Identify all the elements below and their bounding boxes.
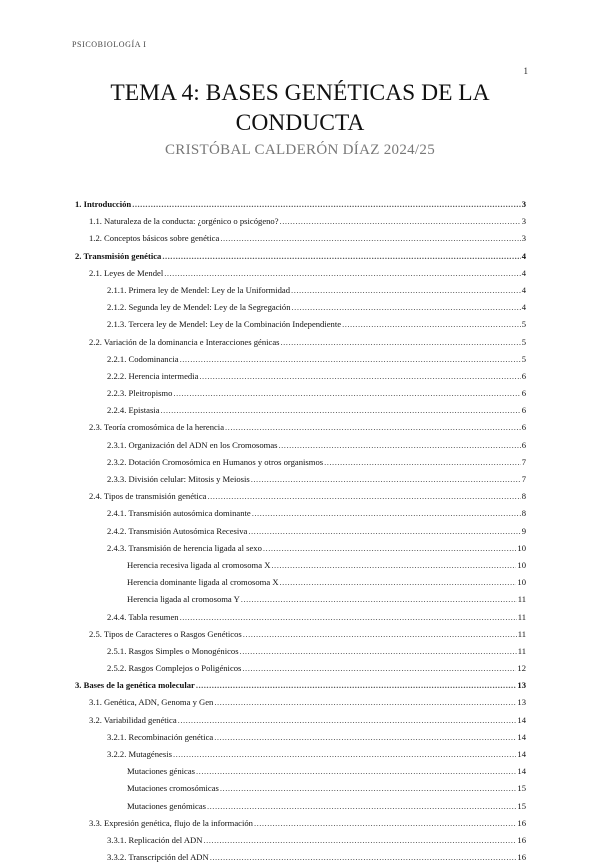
toc-leader-dots [161, 402, 521, 419]
toc-entry[interactable] [75, 419, 526, 436]
title-line-1: TEMA 4: BASES GENÉTICAS DE LA [110, 80, 490, 106]
toc-leader-dots [252, 505, 521, 522]
toc-entry[interactable] [75, 471, 526, 488]
toc-entry[interactable] [75, 368, 526, 385]
toc-entry-page: 10 [517, 542, 526, 553]
toc-entry[interactable] [75, 643, 526, 660]
toc-entry-page: 5 [521, 353, 526, 364]
toc-entry-label: 2.3.3. División celular: Mitosis y Meiosis [107, 474, 250, 484]
toc-entry[interactable] [75, 282, 526, 299]
toc-entry-page: 15 [517, 783, 526, 794]
toc-leader-dots [280, 574, 517, 591]
toc-leader-dots [199, 368, 520, 385]
toc-entry[interactable] [75, 351, 526, 368]
toc-leader-dots [180, 609, 517, 626]
toc-leader-dots [164, 265, 520, 282]
toc-entry-page: 7 [521, 474, 526, 484]
toc-leader-dots [342, 316, 521, 333]
toc-entry-label: 2.3. Teoría cromosómica de la herencia [89, 422, 225, 433]
toc-entry-page: 5 [521, 336, 526, 347]
toc-entry-label: Herencia dominante ligada al cromosoma X [127, 577, 279, 588]
toc-entry-label: 2. Transmisión genética [75, 250, 162, 261]
toc-entry-label: 2.2. Variación de la dominancia e Interacciones génicas [89, 336, 280, 347]
toc-entry-page: 16 [517, 817, 526, 828]
toc-entry-label: 2.4.4. Tabla resumen [107, 611, 179, 622]
toc-entry-label: Herencia recesiva ligada al cromosoma X [127, 559, 271, 570]
toc-entry-label: 2.1. Leyes de Mendel [89, 267, 164, 278]
page-number: 1 [523, 66, 528, 76]
toc-leader-dots [132, 196, 521, 213]
toc-entry-label: 2.5.1. Rasgos Simples o Monogénicos [107, 645, 239, 656]
toc-entry[interactable] [75, 196, 526, 213]
toc-leader-dots [241, 591, 517, 608]
toc-entry-label: 2.2.3. Pleitropismo [107, 388, 173, 399]
toc-entry-label: 3.2. Variabilidad genética [89, 714, 177, 725]
toc-leader-dots [324, 454, 521, 471]
toc-entry[interactable] [75, 437, 526, 454]
toc-entry[interactable] [75, 213, 526, 230]
toc-entry[interactable] [75, 265, 526, 282]
toc-entry-page: 7 [521, 456, 526, 467]
toc-entry[interactable] [75, 488, 526, 505]
toc-entry[interactable] [75, 505, 526, 522]
toc-entry-page: 10 [517, 559, 526, 570]
toc-entry-label: 2.4. Tipos de transmisión genética [89, 491, 207, 502]
toc-leader-dots [173, 746, 516, 763]
toc-entry-label: 2.3.2. Dotación Cromosómica en Humanos y otros organismos [107, 456, 324, 467]
toc-entry-page: 6 [521, 422, 526, 433]
toc-entry-page: 6 [521, 388, 526, 399]
toc-entry-label: Herencia ligada al cromosoma Y [127, 594, 240, 605]
toc-entry-page: 14 [517, 731, 526, 742]
toc-entry-page: 11 [517, 611, 526, 622]
toc-entry[interactable] [75, 402, 526, 419]
toc-entry-page: 15 [517, 800, 526, 811]
toc-entry[interactable] [75, 591, 526, 608]
toc-entry[interactable] [75, 540, 526, 557]
table-of-contents [75, 196, 526, 866]
toc-leader-dots [243, 626, 517, 643]
toc-entry-page: 6 [521, 439, 526, 450]
toc-leader-dots [271, 557, 516, 574]
toc-leader-dots [220, 780, 517, 797]
toc-entry-label: 2.3.1. Organización del ADN en los Cromosomas [107, 439, 278, 450]
toc-entry-label: 3.2.1. Recombinación genética [107, 731, 214, 742]
toc-leader-dots [280, 213, 521, 230]
toc-leader-dots [207, 798, 516, 815]
toc-entry[interactable] [75, 712, 526, 729]
toc-entry-label: 2.2.1. Codominancia [107, 353, 179, 364]
toc-entry-label: 2.2.4. Epistasia [107, 405, 160, 416]
toc-entry-page: 13 [517, 697, 526, 708]
toc-entry-label: 2.4.3. Transmisión de herencia ligada al sexo [107, 542, 262, 553]
toc-entry[interactable] [75, 798, 526, 815]
toc-entry-label: 2.1.3. Tercera ley de Mendel: Ley de la Combinación Independiente [107, 319, 342, 330]
toc-entry-page: 11 [517, 594, 526, 605]
toc-leader-dots [292, 299, 521, 316]
toc-entry-label: 2.4.2. Transmisión Autosómica Recesiva [107, 525, 248, 536]
toc-leader-dots [180, 351, 521, 368]
toc-leader-dots [220, 230, 520, 247]
toc-entry[interactable] [75, 780, 526, 797]
toc-entry-page: 4 [521, 302, 526, 313]
toc-entry-label: 3.3. Expresión genética, flujo de la información [89, 817, 253, 828]
toc-entry-page: 3 [521, 233, 526, 244]
toc-entry-page: 16 [517, 852, 526, 863]
toc-leader-dots [196, 677, 517, 694]
toc-entry-label: 1. Introducción [75, 199, 132, 209]
toc-entry-page: 11 [517, 628, 526, 639]
toc-entry[interactable] [75, 385, 526, 402]
toc-entry-page: 12 [517, 663, 526, 674]
toc-entry[interactable] [75, 454, 526, 471]
toc-leader-dots [254, 815, 516, 832]
toc-entry-label: Mutaciones cromosómicas [127, 783, 219, 794]
toc-leader-dots [242, 660, 516, 677]
toc-entry-label: 3.3.1. Replicación del ADN [107, 834, 203, 845]
toc-entry-page: 8 [521, 508, 526, 519]
toc-entry-label: 2.1.2. Segunda ley de Mendel: Ley de la Segregación [107, 302, 291, 313]
toc-entry[interactable] [75, 334, 526, 351]
toc-entry-label: 3.1. Genética, ADN, Genoma y Gen [89, 697, 214, 708]
toc-entry-label: 1.1. Naturaleza de la conducta: ¿orgénico o psicógeno? [89, 216, 279, 227]
toc-entry-page: 14 [517, 714, 526, 725]
toc-entry-page: 4 [521, 250, 526, 261]
toc-entry-label: 2.5.2. Rasgos Complejos o Poligénicos [107, 663, 242, 674]
toc-entry-page: 3 [521, 199, 526, 209]
toc-entry-label: 3.3.2. Transcripción del ADN [107, 852, 209, 863]
toc-entry-page: 13 [517, 680, 526, 691]
toc-entry-label: Mutaciones genómicas [127, 800, 206, 811]
toc-entry[interactable] [75, 299, 526, 316]
toc-entry[interactable] [75, 832, 526, 849]
toc-entry[interactable] [75, 729, 526, 746]
toc-leader-dots [173, 385, 520, 402]
toc-entry-label: 2.1.1. Primera ley de Mendel: Ley de la Uniformidad [107, 284, 291, 295]
toc-entry[interactable] [75, 849, 526, 866]
toc-entry[interactable] [75, 815, 526, 832]
toc-entry-page: 9 [521, 525, 526, 536]
toc-entry-page: 8 [521, 491, 526, 502]
toc-entry-page: 10 [517, 577, 526, 588]
toc-entry[interactable] [75, 694, 526, 711]
toc-entry-label: 2.4.1. Transmisión autosómica dominante [107, 508, 251, 519]
title-line-2: CONDUCTA [235, 110, 365, 136]
toc-entry-page: 11 [517, 645, 526, 656]
toc-entry-label: 3. Bases de la genética molecular [75, 680, 195, 691]
toc-leader-dots [240, 643, 517, 660]
toc-leader-dots [214, 729, 516, 746]
toc-entry[interactable] [75, 677, 526, 694]
document-title [72, 78, 528, 138]
toc-entry[interactable] [75, 763, 526, 780]
toc-entry-page: 16 [517, 834, 526, 845]
toc-entry-page: 4 [521, 284, 526, 295]
toc-entry[interactable] [75, 557, 526, 574]
toc-leader-dots [251, 471, 521, 488]
toc-entry[interactable] [75, 248, 526, 265]
toc-entry-label: Mutaciones génicas [127, 766, 196, 777]
toc-entry-label: 2.2.2. Herencia intermedia [107, 370, 199, 381]
toc-entry[interactable] [75, 660, 526, 677]
toc-entry-label: 3.2.2. Mutagénesis [107, 749, 172, 759]
toc-leader-dots [248, 523, 520, 540]
toc-leader-dots [178, 712, 517, 729]
toc-entry[interactable] [75, 574, 526, 591]
toc-entry-page: 14 [517, 749, 526, 759]
toc-entry-page: 5 [521, 319, 526, 330]
toc-leader-dots [207, 488, 520, 505]
toc-entry[interactable] [75, 746, 526, 763]
toc-leader-dots [225, 419, 521, 436]
toc-entry[interactable] [75, 626, 526, 643]
toc-entry-page: 4 [521, 267, 526, 278]
toc-entry-page: 3 [521, 216, 526, 227]
toc-entry[interactable] [75, 316, 526, 333]
toc-entry[interactable] [75, 230, 526, 247]
author-line: CRISTÓBAL CALDERÓN DÍAZ 2024/25 [165, 142, 435, 158]
toc-leader-dots [210, 849, 517, 866]
toc-leader-dots [196, 763, 516, 780]
toc-leader-dots [263, 540, 517, 557]
toc-leader-dots [214, 694, 516, 711]
toc-entry[interactable] [75, 609, 526, 626]
toc-entry-page: 6 [521, 405, 526, 416]
toc-entry[interactable] [75, 523, 526, 540]
toc-leader-dots [279, 437, 521, 454]
running-header: PSICOBIOLOGÍA I [72, 40, 147, 49]
toc-entry-page: 14 [517, 766, 526, 777]
toc-entry-page: 6 [521, 370, 526, 381]
toc-leader-dots [162, 248, 520, 265]
toc-entry-label: 2.5. Tipos de Caracteres o Rasgos Genéticos [89, 628, 242, 639]
toc-leader-dots [203, 832, 516, 849]
toc-leader-dots [281, 334, 521, 351]
toc-entry-label: 1.2. Conceptos básicos sobre genética [89, 233, 220, 244]
toc-leader-dots [291, 282, 521, 299]
